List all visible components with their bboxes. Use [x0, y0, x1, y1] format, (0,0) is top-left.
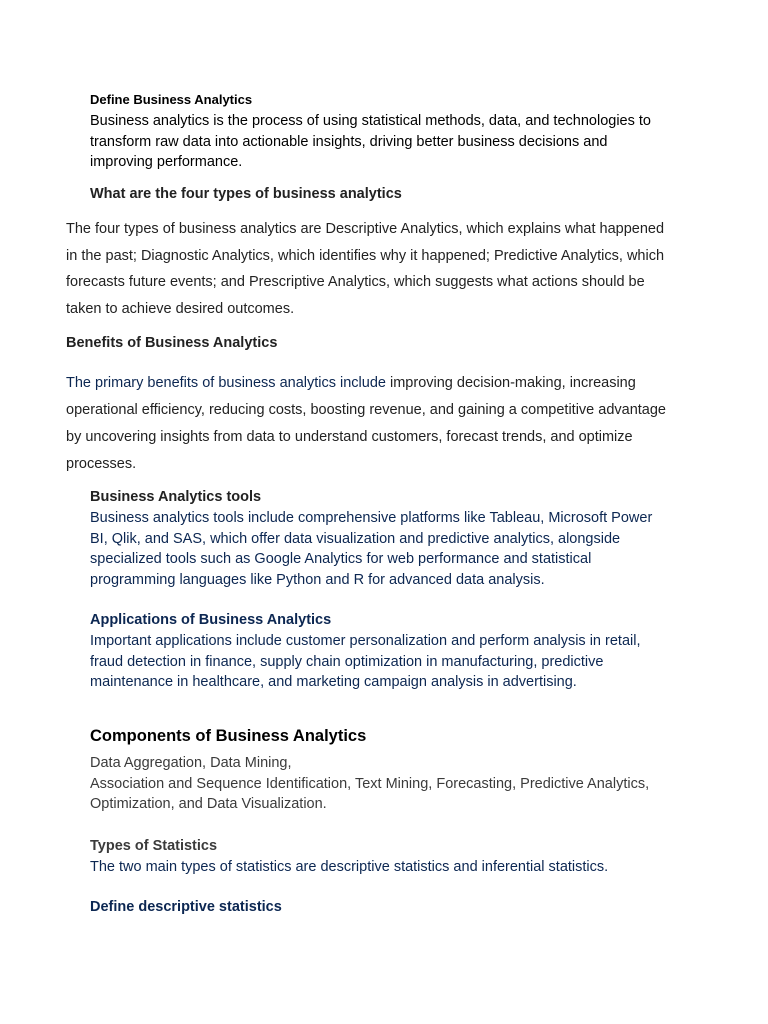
body-line: in the past; Diagnostic Analytics, which identifies why it happened; Predictive Analytics, which [66, 247, 665, 264]
body-line: Data Aggregation, Data Mining, [90, 755, 292, 771]
section-benefits [66, 334, 277, 352]
body-line: programming languages like Python and R for advanced data analysis. [90, 572, 545, 589]
section-components [90, 726, 649, 815]
body-line: The four types of business analytics are Descriptive Analytics, which explains what happened [66, 221, 665, 237]
body-line: maintenance in healthcare, and marketing campaign analysis in advertising. [90, 674, 577, 691]
body-line [66, 370, 666, 397]
section-body [90, 857, 608, 878]
section-applications [90, 611, 640, 693]
body-line: transform raw data into actionable insights, driving better business decisions and [90, 133, 608, 150]
body-line: taken to achieve desired outcomes. [66, 300, 295, 317]
body-line: Optimization, and Data Visualization. [90, 796, 327, 812]
section-define-descriptive-statistics [90, 898, 282, 916]
section-heading: Define Business Analytics [90, 92, 253, 107]
section-body [90, 111, 651, 173]
section-heading: Benefits of Business Analytics [66, 335, 278, 351]
body-line: operational efficiency, reducing costs, boosting revenue, and gaining a competitive advantage [66, 402, 666, 418]
section-body-benefits [66, 370, 666, 478]
section-heading: Applications of Business Analytics [90, 612, 332, 628]
section-tools [90, 488, 652, 591]
body-line: Association and Sequence Identification, Text Mining, Forecasting, Predictive Analytics, [90, 775, 650, 792]
section-types-of-statistics [90, 837, 608, 878]
section-heading: What are the four types of business analytics [90, 186, 402, 202]
section-body [90, 753, 649, 815]
body-line: Business analytics is the process of using statistical methods, data, and technologies to [90, 113, 651, 129]
section-heading: Components of Business Analytics [90, 727, 367, 745]
body-line: specialized tools such as Google Analytics for web performance and statistical [90, 551, 592, 568]
body-line: fraud detection in finance, supply chain optimization in manufacturing, predictive [90, 653, 604, 670]
section-define-business-analytics [90, 92, 651, 173]
body-line: by uncovering insights from data to understand customers, forecast trends, and optimize [66, 429, 633, 445]
section-heading: Define descriptive statistics [90, 899, 282, 915]
section-body [90, 631, 640, 693]
body-line-rest: improving decision-making, increasing [385, 375, 636, 391]
section-heading: Types of Statistics [90, 838, 218, 854]
section-four-types [90, 185, 402, 203]
body-line: forecasts future events; and Prescriptive Analytics, which suggests what actions should be [66, 274, 645, 290]
body-line: Important applications include customer personalization and perform analysis in retail, [90, 633, 641, 649]
body-line: improving performance. [90, 154, 243, 170]
body-line: Business analytics tools include comprehensive platforms like Tableau, Microsoft Power [90, 510, 653, 526]
body-line: BI, Qlik, and SAS, which offer data visualization and predictive analytics, alongside [90, 530, 621, 547]
body-line: processes. [66, 456, 137, 472]
section-heading: Business Analytics tools [90, 489, 262, 505]
section-body [90, 508, 652, 591]
section-body-four-types [66, 216, 664, 322]
body-line-highlight: The primary benefits of business analytics include [66, 375, 386, 391]
body-line: The two main types of statistics are descriptive statistics and inferential statistics. [90, 859, 609, 875]
